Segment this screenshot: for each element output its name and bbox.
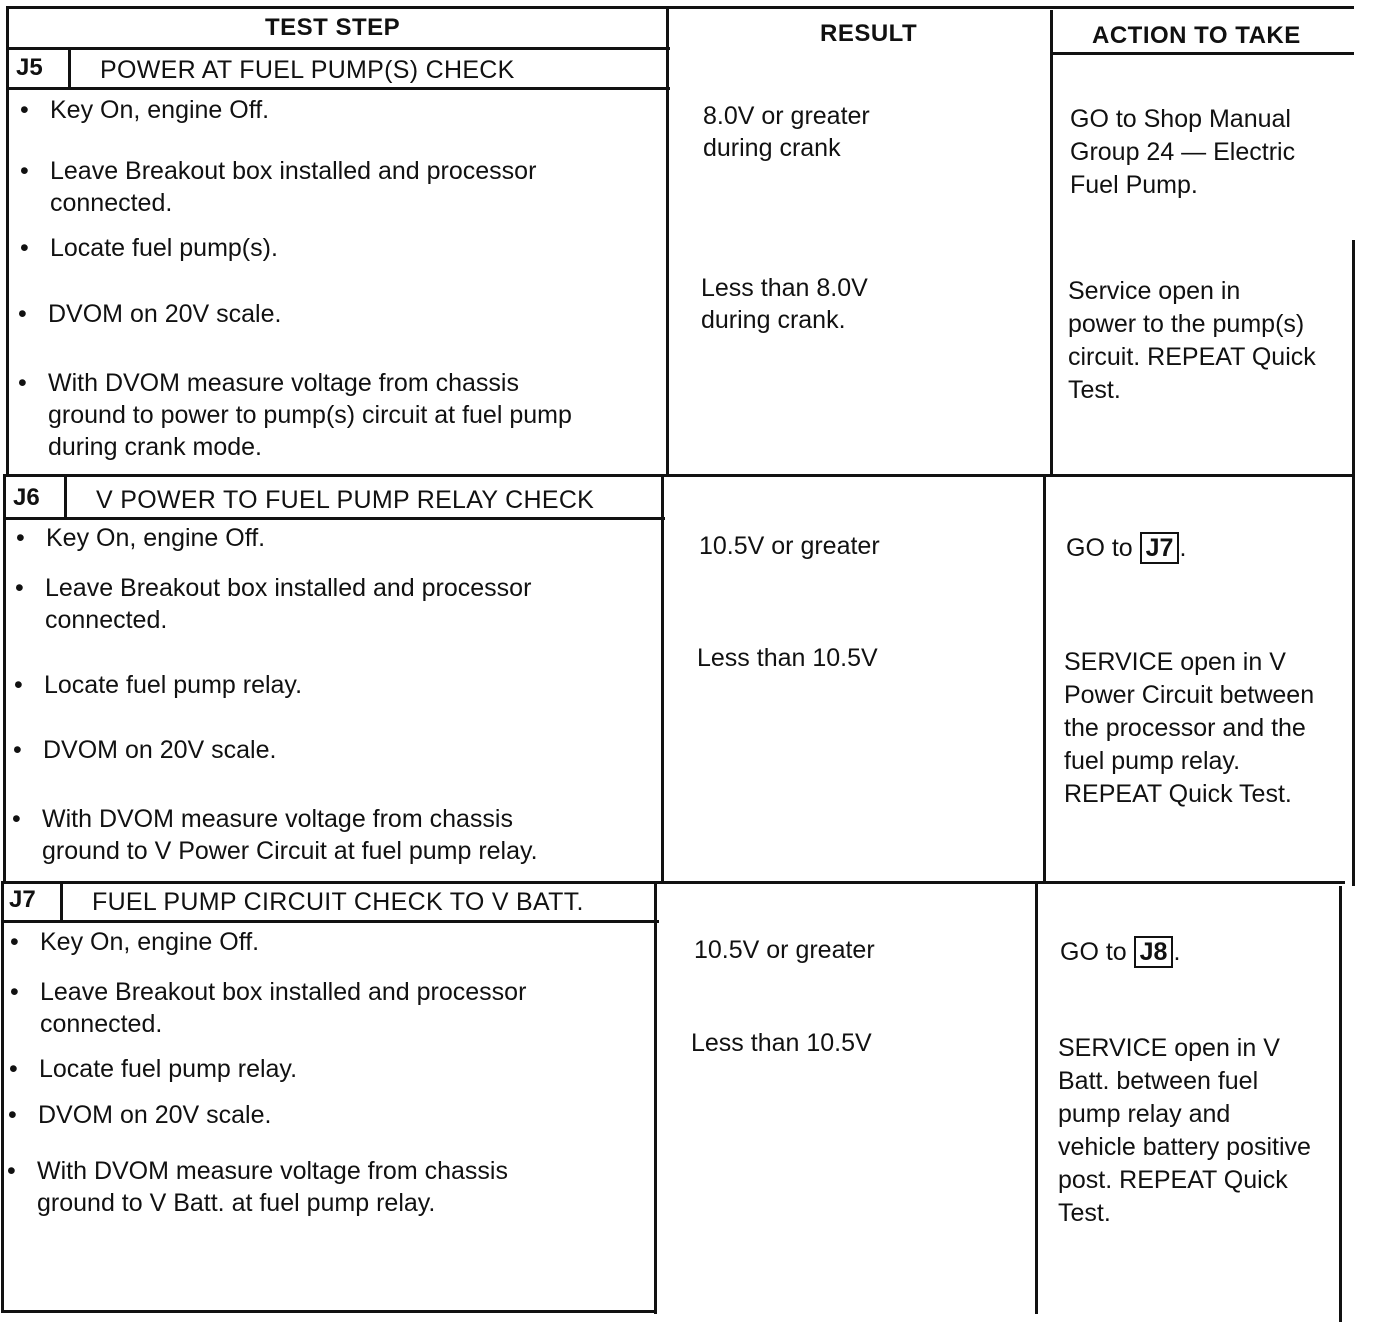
j7-title-rule bbox=[1, 920, 659, 923]
step-id-j5: J5 bbox=[16, 54, 43, 81]
table-bottom-border bbox=[1, 1310, 657, 1313]
j5-action-1: GO to Shop Manual Group 24 — Electric Fuel Pump. bbox=[1070, 105, 1296, 199]
col-divider-1 bbox=[666, 6, 669, 476]
j5-title-rule bbox=[6, 87, 670, 90]
row-rule-j6 bbox=[3, 474, 1355, 477]
step-id-j6: J6 bbox=[13, 484, 40, 511]
header-action: ACTION TO TAKE bbox=[1092, 22, 1301, 49]
header-result: RESULT bbox=[820, 20, 918, 47]
col-divider-2-j6 bbox=[1043, 476, 1046, 882]
j5-result-1: 8.0V or greater during crank bbox=[703, 102, 870, 162]
j5-bullet-1: • Key On, engine Off. bbox=[50, 94, 269, 126]
j7-bullet-3: • Locate fuel pump relay. bbox=[39, 1053, 297, 1085]
table-left-border-j7 bbox=[1, 882, 4, 1312]
j5-action-2: Service open in power to the pump(s) circuit. REPEAT Quick Test. bbox=[1068, 277, 1316, 404]
j6-result-1: 10.5V or greater bbox=[699, 532, 880, 560]
step-title-j7: FUEL PUMP CIRCUIT CHECK TO V BATT. bbox=[92, 888, 584, 916]
j5-bullet-2: • Leave Breakout box installed and processor connected. bbox=[50, 155, 536, 219]
j7-action-1: GO to J8 . bbox=[1060, 938, 1181, 966]
j6-title-rule bbox=[3, 517, 665, 520]
table-right-border bbox=[1352, 240, 1355, 886]
table-right-border-lower bbox=[1339, 886, 1342, 1322]
step-title-j5: POWER AT FUEL PUMP(S) CHECK bbox=[100, 56, 515, 84]
j5-bullet-5: • With DVOM measure voltage from chassis ground to power to pump(s) circuit at fuel pump during crank mode. bbox=[48, 367, 572, 463]
ref-j7: J7 bbox=[1140, 532, 1180, 564]
header-test-step: TEST STEP bbox=[265, 14, 401, 41]
j6-action-2: SERVICE open in V Power Circuit between the processor and the fuel pump relay. REPEAT Quick Test. bbox=[1064, 648, 1315, 808]
j6-bullet-2: • Leave Breakout box installed and processor connected. bbox=[45, 572, 531, 636]
j7-bullet-4: • DVOM on 20V scale. bbox=[38, 1099, 271, 1131]
j6-bullet-1: • Key On, engine Off. bbox=[46, 522, 265, 554]
j7-bullet-1: • Key On, engine Off. bbox=[40, 926, 259, 958]
j6-bullet-3: • Locate fuel pump relay. bbox=[44, 669, 302, 701]
j7-action-2: SERVICE open in V Batt. between fuel pump relay and vehicle battery positive post. REPEAT Quick Test. bbox=[1058, 1034, 1311, 1227]
j6-bullet-4: • DVOM on 20V scale. bbox=[43, 734, 276, 766]
header-bottom-rule bbox=[6, 47, 670, 50]
j6-bullet-5: • With DVOM measure voltage from chassis ground to V Power Circuit at fuel pump relay. bbox=[42, 803, 538, 867]
j6-result-2: Less than 10.5V bbox=[697, 644, 878, 672]
table-top-border bbox=[8, 6, 1354, 9]
col-divider-2 bbox=[1050, 10, 1053, 476]
j7-result-2: Less than 10.5V bbox=[691, 1029, 872, 1057]
j5-result-2: Less than 8.0V during crank. bbox=[701, 274, 868, 334]
j7-result-1: 10.5V or greater bbox=[694, 936, 875, 964]
j5-id-divider bbox=[68, 47, 71, 89]
j7-bullet-5: • With DVOM measure voltage from chassis ground to V Batt. at fuel pump relay. bbox=[37, 1155, 508, 1219]
col-divider-1-j7 bbox=[654, 882, 657, 1314]
j7-id-divider bbox=[60, 882, 63, 922]
ref-j8: J8 bbox=[1134, 936, 1174, 968]
col-divider-2-j7 bbox=[1035, 882, 1038, 1314]
header-bottom-rule-right bbox=[1050, 52, 1354, 55]
j5-bullet-3: • Locate fuel pump(s). bbox=[50, 232, 278, 264]
j6-action-1: GO to J7 . bbox=[1066, 534, 1187, 562]
j7-bullet-2: • Leave Breakout box installed and processor connected. bbox=[40, 976, 526, 1040]
table-left-border-j6 bbox=[3, 476, 6, 882]
step-title-j6: V POWER TO FUEL PUMP RELAY CHECK bbox=[96, 486, 595, 514]
j5-bullet-4: • DVOM on 20V scale. bbox=[48, 298, 281, 330]
step-id-j7: J7 bbox=[9, 886, 36, 913]
table-left-border bbox=[6, 6, 9, 476]
row-rule-j7 bbox=[1, 881, 1345, 884]
j6-id-divider bbox=[64, 476, 67, 519]
col-divider-1-j6 bbox=[661, 476, 664, 882]
